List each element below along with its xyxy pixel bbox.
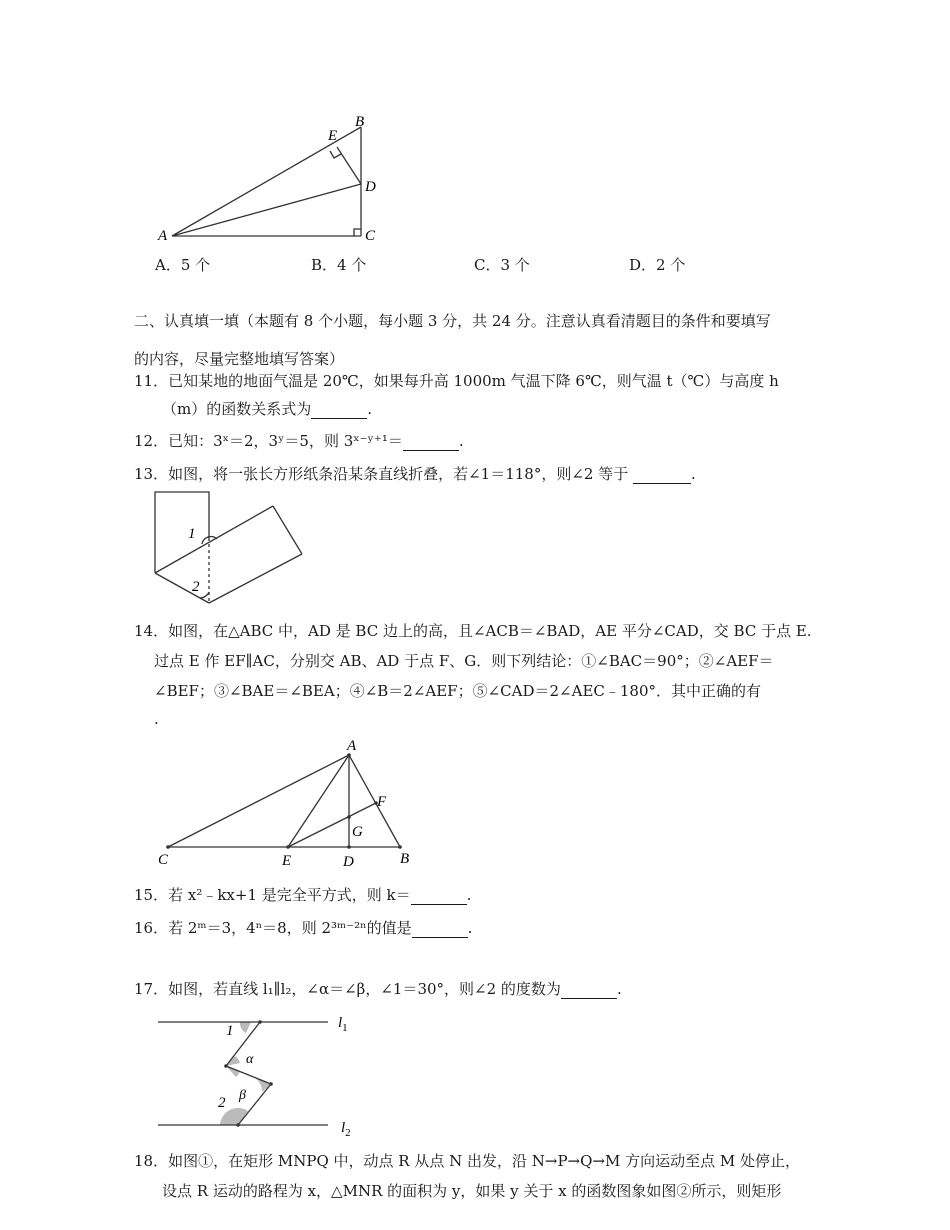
label-a: A (347, 738, 357, 754)
angle-2-label: 2 (218, 1095, 226, 1111)
q16: 16．若 2ᵐ＝3，4ⁿ＝8，则 2³ᵐ⁻²ⁿ的值是 . (134, 919, 473, 937)
q18-line2: 设点 R 运动的路程为 x，△MNR 的面积为 y，如果 y 关于 x 的函数图象如图②所示，则矩形 (162, 1182, 782, 1200)
q15-blank[interactable] (411, 886, 467, 905)
label-b: B (355, 114, 365, 130)
q13-blank[interactable] (633, 465, 691, 484)
beta-label: β (239, 1088, 246, 1103)
q10-figure (150, 110, 390, 250)
q10-option-a: A．5 个 (155, 256, 211, 274)
q14-figure (150, 734, 430, 874)
label-b: B (400, 851, 410, 867)
q14-line3: ∠BEF；③∠BAE＝∠BEA；④∠B＝2∠AEF；⑤∠CAD＝2∠AEC﹣180°．其中正确的有 (154, 682, 761, 700)
q10-option-b: B．4 个 (311, 256, 367, 274)
q17-blank[interactable] (561, 980, 617, 999)
q11-line1: 11．已知某地的地面气温是 20℃，如果每升高 1000m 气温下降 6℃，则气温 t（℃）与高度 h (134, 372, 779, 390)
alpha-label: α (246, 1052, 254, 1067)
section-2-heading-cont: 的内容，尽量完整地填写答案） (134, 350, 345, 368)
q10-option-d: D．2 个 (629, 256, 686, 274)
label-d: D (365, 179, 376, 195)
line-l1-label: $l_1$ (338, 1015, 348, 1034)
label-c: C (365, 228, 376, 244)
q12-blank[interactable] (403, 432, 459, 451)
label-e: E (282, 853, 292, 869)
angle-2-label: 2 (192, 579, 200, 595)
q14-line1: 14．如图，在△ABC 中，AD 是 BC 边上的高，且∠ACB＝∠BAD，AE 平分∠CAD，交 BC 于点 E. (134, 622, 812, 640)
label-d: D (343, 854, 354, 870)
q11-line2: （m）的函数关系式为 . (162, 400, 373, 418)
angle-1-label: 1 (226, 1023, 234, 1039)
q18-line1: 18．如图①，在矩形 MNPQ 中，动点 R 从点 N 出发，沿 N→P→Q→M 方向运动至点 M 处停止， (134, 1152, 801, 1170)
q11-blank[interactable] (311, 400, 367, 419)
line-l2-label: $l_2$ (341, 1120, 351, 1139)
q15: 15．若 x²﹣kx+1 是完全平方式，则 k＝ . (134, 886, 472, 904)
angle-1-label: 1 (188, 526, 196, 542)
label-c: C (158, 852, 169, 868)
section-2-heading: 二、认真填一填（本题有 8 个小题，每小题 3 分，共 24 分。注意认真看清题目的条件和要填写 (134, 312, 771, 330)
label-a: A (158, 228, 168, 244)
q16-blank[interactable] (412, 919, 468, 938)
q17-figure (150, 1008, 370, 1143)
q13: 13．如图，将一张长方形纸条沿某条直线折叠，若∠1＝118°，则∠2 等于 . (134, 465, 696, 483)
q13-figure (148, 488, 308, 608)
q14-line2: 过点 E 作 EF∥AC，分别交 AB、AD 于点 F、G．则下列结论：①∠BAC＝90°；②∠AEF＝ (154, 652, 774, 670)
q17: 17．如图，若直线 l₁∥l₂，∠α＝∠β，∠1＝30°，则∠2 的度数为 . (134, 980, 622, 998)
label-f: F (377, 794, 387, 810)
label-g: G (352, 824, 363, 840)
label-e: E (328, 128, 338, 144)
q12: 12．已知：3ˣ＝2，3ʸ＝5，则 3ˣ⁻ʸ⁺¹＝ . (134, 432, 464, 450)
q14-line4: . (154, 710, 159, 728)
q10-option-c: C．3 个 (474, 256, 530, 274)
